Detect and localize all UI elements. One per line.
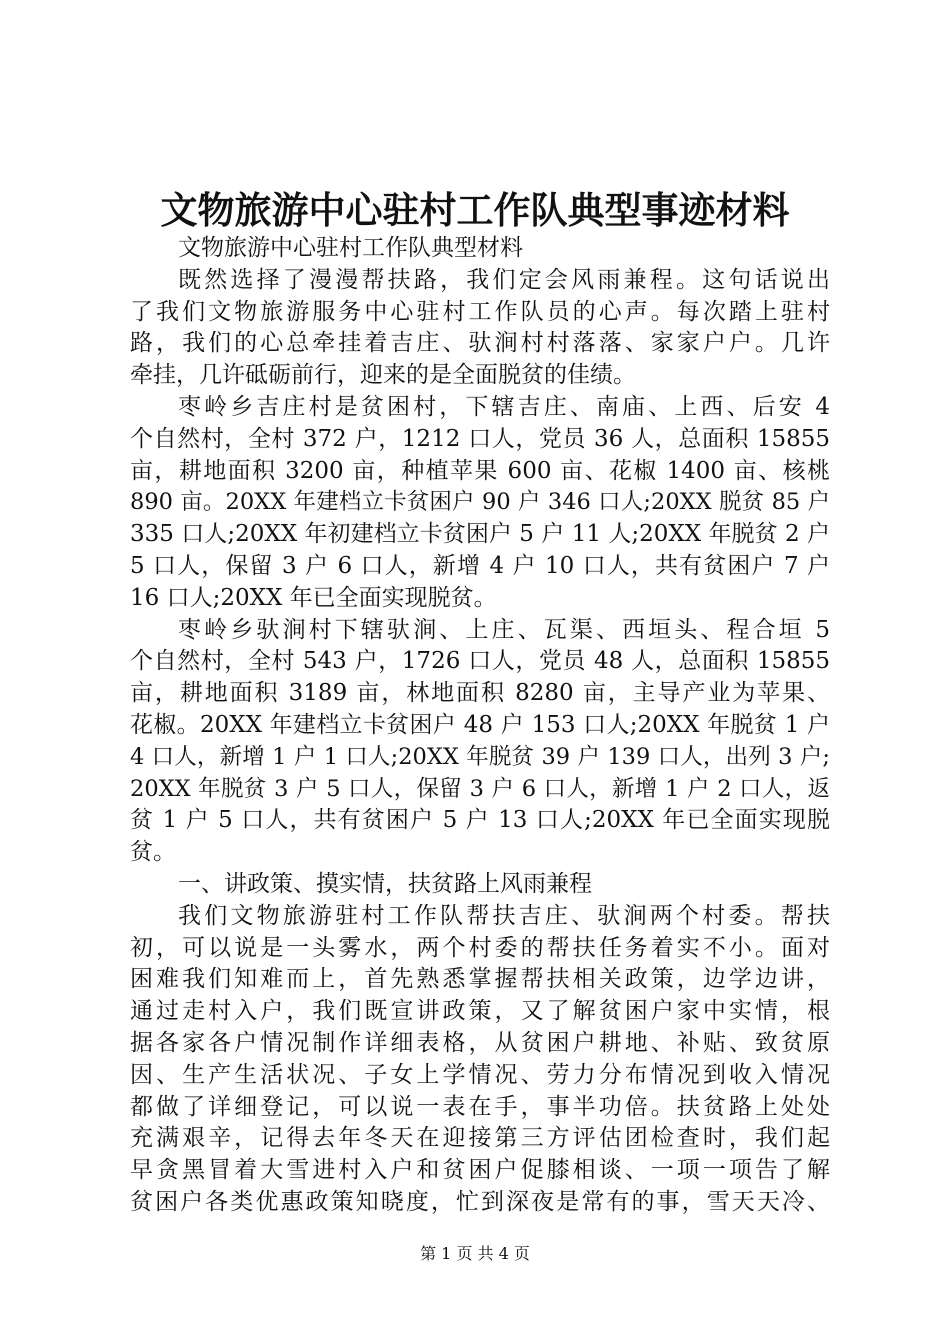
text-line: 花椒。20XX 年建档立卡贫困户 48 户 153 口人;20XX 年脱贫 1 户 <box>130 711 830 738</box>
text-line: 早贪黑冒着大雪进村入户和贫困户促膝相谈、一项一项告了解 <box>130 1157 830 1184</box>
text-line: 既然选择了漫漫帮扶路，我们定会风雨兼程。这句话说出 <box>178 266 830 293</box>
text-line: 335 口人;20XX 年初建档立卡贫困户 5 户 11 人;20XX 年脱贫 2 户 <box>130 521 830 548</box>
text-line: 困难我们知难而上，首先熟悉掌握帮扶相关政策，边学边讲， <box>130 966 830 993</box>
text-line: 4 口人，新增 1 户 1 口人;20XX 年脱贫 39 户 139 口人，出列 3 户; <box>130 743 830 770</box>
text-line: 据各家各户情况制作详细表格，从贫困户耕地、补贴、致贫原 <box>130 1029 830 1056</box>
text-line: 个自然村，全村 543 户，1726 口人，党员 48 人，总面积 15855 <box>130 648 830 675</box>
page-footer: 第 1 页 共 4 页 <box>420 1244 530 1263</box>
text-line: 充满艰辛，记得去年冬天在迎接第三方评估团检查时，我们起 <box>130 1125 830 1152</box>
text-line: 路，我们的心总牵挂着吉庄、驮涧村村落落、家家户户。几许 <box>130 330 830 357</box>
text-line: 枣岭乡吉庄村是贫困村，下辖吉庄、南庙、上西、后安 4 <box>178 393 830 420</box>
text-line: 亩，耕地面积 3189 亩，林地面积 8280 亩，主导产业为苹果、 <box>130 680 830 707</box>
text-line: 初，可以说是一头雾水，两个村委的帮扶任务着实不小。面对 <box>130 934 830 961</box>
text-line: 个自然村，全村 372 户，1212 口人，党员 36 人，总面积 15855 <box>130 425 830 452</box>
text-line: 都做了详细登记，可以说一表在手，事半功倍。扶贫路上处处 <box>130 1093 830 1120</box>
text-line: 通过走村入户，我们既宣讲政策，又了解贫困户家中实情，根 <box>130 998 830 1025</box>
text-line: 贫困户各类优惠政策知晓度，忙到深夜是常有的事，雪天天冷、 <box>130 1188 830 1215</box>
text-line: 枣岭乡驮涧村下辖驮涧、上庄、瓦渠、西垣头、程合垣 5 <box>178 616 830 643</box>
text-line: 牵挂，几许砥砺前行，迎来的是全面脱贫的佳绩。 <box>130 362 636 389</box>
text-line: 因、生产生活状况、子女上学情况、劳力分布情况到收入情况 <box>130 1061 830 1088</box>
text-line: 890 亩。20XX 年建档立卡贫困户 90 户 346 口人;20XX 脱贫 85 户 <box>130 489 830 516</box>
text-line: 我们文物旅游驻村工作队帮扶吉庄、驮涧两个村委。帮扶 <box>178 902 830 929</box>
text-line: 了我们文物旅游服务中心驻村工作队员的心声。每次踏上驻村 <box>130 298 830 325</box>
text-line: 文物旅游中心驻村工作队典型材料 <box>178 235 523 261</box>
text-line: 贫。 <box>130 839 176 866</box>
text-line: 亩，耕地面积 3200 亩，种植苹果 600 亩、花椒 1400 亩、核桃 <box>130 457 830 484</box>
document-title: 文物旅游中心驻村工作队典型事迹材料 <box>160 188 790 232</box>
text-line: 一、讲政策、摸实情，扶贫路上风雨兼程 <box>178 870 592 897</box>
text-line: 20XX 年脱贫 3 户 5 口人，保留 3 户 6 口人，新增 1 户 2 口人，返 <box>130 775 830 802</box>
text-line: 16 口人;20XX 年已全面实现脱贫。 <box>130 584 497 611</box>
document-body <box>130 233 830 1219</box>
text-line: 贫 1 户 5 口人，共有贫困户 5 户 13 口人;20XX 年已全面实现脱 <box>130 807 830 834</box>
text-line: 5 口人，保留 3 户 6 口人，新增 4 户 10 口人，共有贫困户 7 户 <box>130 552 830 579</box>
